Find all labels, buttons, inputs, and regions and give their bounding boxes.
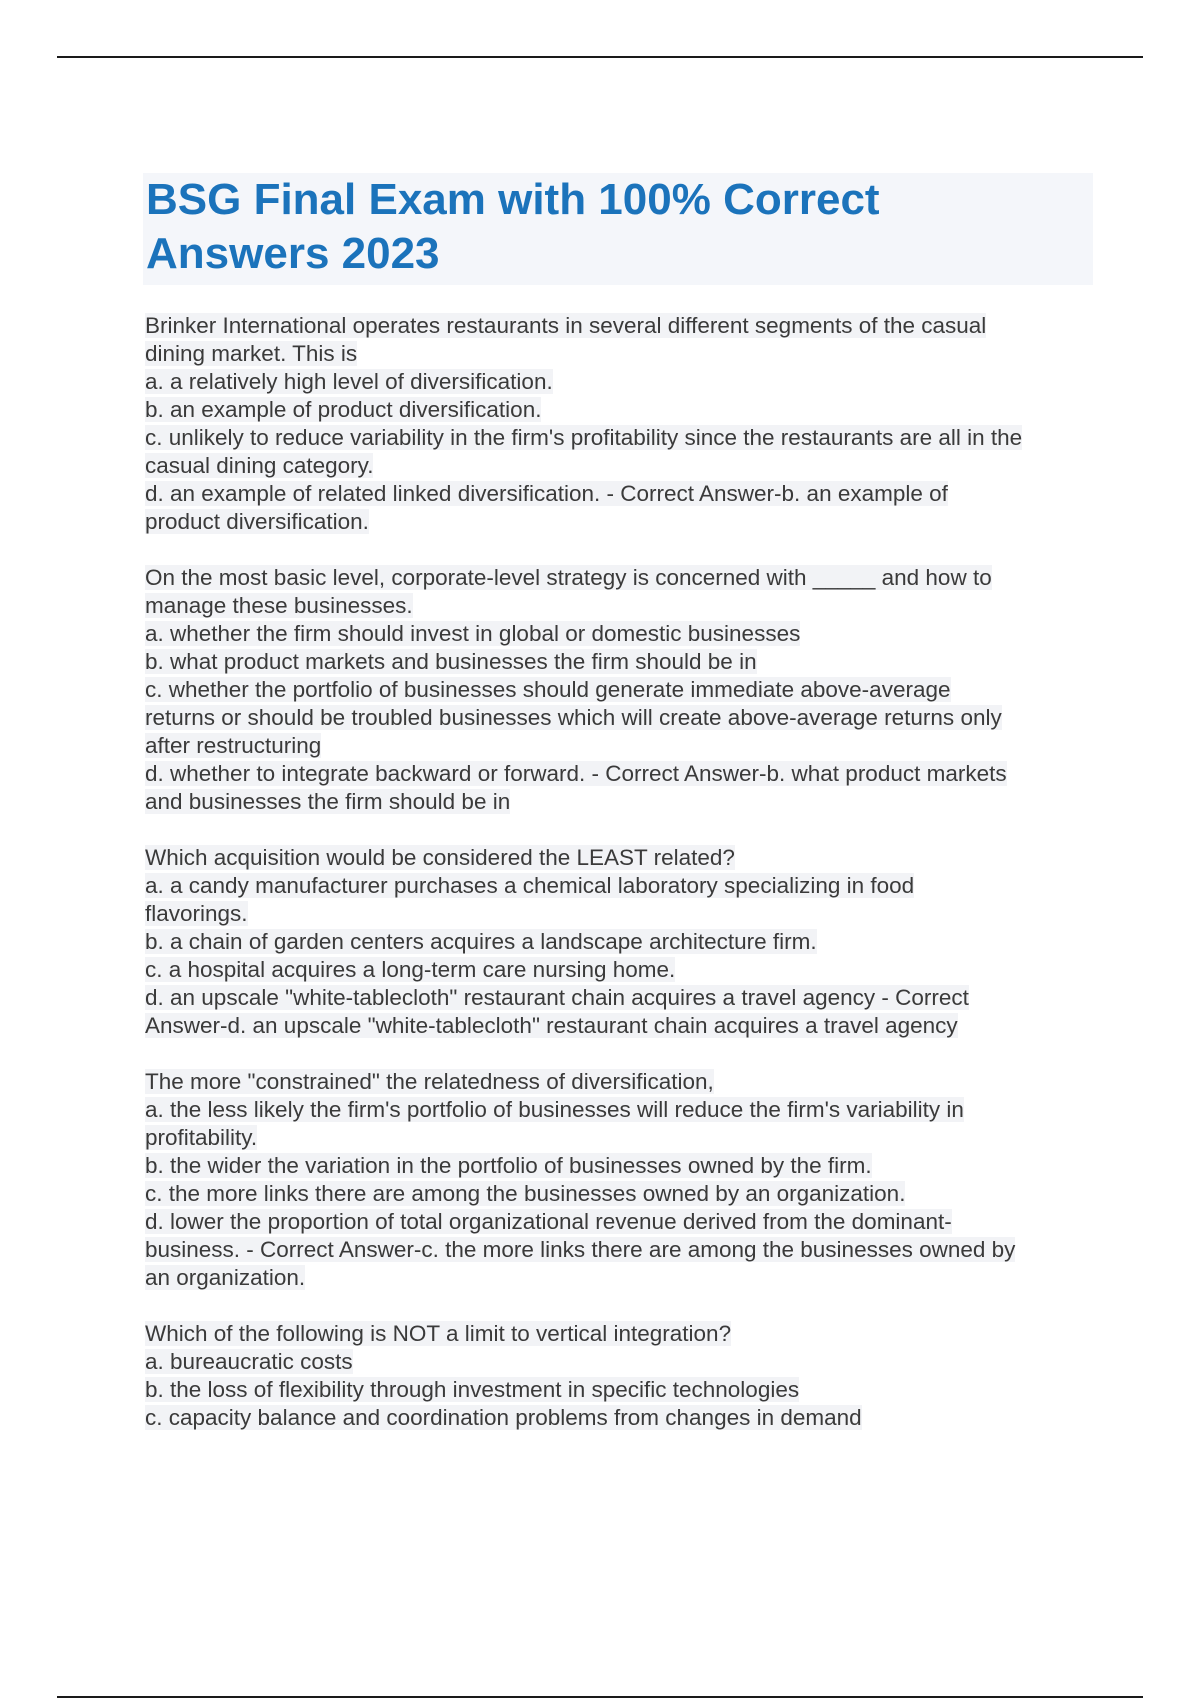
question-line-text: d. lower the proportion of total organizational revenue derived from the dominant- bbox=[145, 1209, 952, 1234]
question-line-text: product diversification. bbox=[145, 509, 369, 534]
question-line-text: a. a candy manufacturer purchases a chemical laboratory specializing in food bbox=[145, 873, 915, 898]
question-line bbox=[145, 844, 1095, 872]
question-line-text: On the most basic level, corporate-level strategy is concerned with _____ and how to bbox=[145, 565, 992, 590]
question-line bbox=[145, 648, 1095, 676]
question-line-text: a. bureaucratic costs bbox=[145, 1349, 353, 1374]
question-line bbox=[145, 508, 1095, 536]
question-line bbox=[145, 564, 1095, 592]
question-line-text: b. the loss of flexibility through investment in specific technologies bbox=[145, 1377, 800, 1402]
question-line bbox=[145, 788, 1095, 816]
question-line-text: and businesses the firm should be in bbox=[145, 789, 511, 814]
question-line bbox=[145, 620, 1095, 648]
question-line-text: b. what product markets and businesses the firm should be in bbox=[145, 649, 757, 674]
question-block bbox=[145, 1068, 1095, 1292]
question-line bbox=[145, 1096, 1095, 1124]
question-line-text: manage these businesses. bbox=[145, 593, 413, 618]
question-line-text: The more "constrained" the relatedness of diversification, bbox=[145, 1069, 714, 1094]
question-line bbox=[145, 900, 1095, 928]
question-line bbox=[145, 872, 1095, 900]
question-line-text: c. whether the portfolio of businesses should generate immediate above-average bbox=[145, 677, 951, 702]
question-line-text: d. whether to integrate backward or forward. - Correct Answer-b. what product markets bbox=[145, 761, 1007, 786]
question-line-text: an organization. bbox=[145, 1265, 306, 1290]
question-line-text: c. the more links there are among the businesses owned by an organization. bbox=[145, 1181, 906, 1206]
question-line-text: Which acquisition would be considered the LEAST related? bbox=[145, 845, 735, 870]
question-line bbox=[145, 480, 1095, 508]
question-line-text: Which of the following is NOT a limit to vertical integration? bbox=[145, 1321, 732, 1346]
question-line bbox=[145, 956, 1095, 984]
question-line bbox=[145, 452, 1095, 480]
document-title bbox=[143, 173, 1093, 281]
question-line bbox=[145, 424, 1095, 452]
question-line-text: c. capacity balance and coordination problems from changes in demand bbox=[145, 1405, 862, 1430]
question-line-text: d. an example of related linked diversification. - Correct Answer-b. an example of bbox=[145, 481, 948, 506]
question-line bbox=[145, 1404, 1095, 1432]
question-line bbox=[145, 704, 1095, 732]
question-line-text: dining market. This is bbox=[145, 341, 358, 366]
question-line-text: c. a hospital acquires a long-term care nursing home. bbox=[145, 957, 676, 982]
question-line bbox=[145, 1208, 1095, 1236]
question-line-text: after restructuring bbox=[145, 733, 322, 758]
question-line-text: profitability. bbox=[145, 1125, 258, 1150]
question-line bbox=[145, 1264, 1095, 1292]
question-block bbox=[145, 844, 1095, 1040]
question-line-text: b. a chain of garden centers acquires a landscape architecture firm. bbox=[145, 929, 817, 954]
question-line bbox=[145, 1152, 1095, 1180]
question-line-text: c. unlikely to reduce variability in the firm's profitability since the restaurants are all in the bbox=[145, 425, 1023, 450]
question-line-text: Answer-d. an upscale "white-tablecloth" restaurant chain acquires a travel agency bbox=[145, 1013, 958, 1038]
bottom-rule bbox=[57, 1696, 1143, 1698]
question-line-text: b. an example of product diversification. bbox=[145, 397, 542, 422]
question-line bbox=[145, 1012, 1095, 1040]
top-rule bbox=[57, 56, 1143, 58]
question-line-text: casual dining category. bbox=[145, 453, 374, 478]
question-line bbox=[145, 984, 1095, 1012]
question-block bbox=[145, 312, 1095, 536]
question-block bbox=[145, 564, 1095, 816]
question-line bbox=[145, 676, 1095, 704]
question-line bbox=[145, 1348, 1095, 1376]
question-line-text: a. the less likely the firm's portfolio of businesses will reduce the firm's variability in bbox=[145, 1097, 964, 1122]
question-line-text: returns or should be troubled businesses which will create above-average returns only bbox=[145, 705, 1002, 730]
question-line bbox=[145, 1068, 1095, 1096]
question-line-text: b. the wider the variation in the portfolio of businesses owned by the firm. bbox=[145, 1153, 872, 1178]
question-line bbox=[145, 1124, 1095, 1152]
question-line-text: a. a relatively high level of diversification. bbox=[145, 369, 553, 394]
question-line-text: a. whether the firm should invest in global or domestic businesses bbox=[145, 621, 801, 646]
question-line bbox=[145, 1180, 1095, 1208]
question-line bbox=[145, 592, 1095, 620]
question-line-text: d. an upscale "white-tablecloth" restaurant chain acquires a travel agency - Correct bbox=[145, 985, 969, 1010]
question-line bbox=[145, 760, 1095, 788]
question-line bbox=[145, 1320, 1095, 1348]
question-line bbox=[145, 732, 1095, 760]
question-line bbox=[145, 396, 1095, 424]
question-line bbox=[145, 928, 1095, 956]
question-block bbox=[145, 1320, 1095, 1432]
question-line-text: flavorings. bbox=[145, 901, 248, 926]
question-line bbox=[145, 1376, 1095, 1404]
question-line bbox=[145, 1236, 1095, 1264]
question-line bbox=[145, 340, 1095, 368]
question-line-text: Brinker International operates restaurants in several different segments of the casual bbox=[145, 313, 987, 338]
title-line-1: BSG Final Exam with 100% Correct bbox=[146, 175, 880, 224]
qa-content bbox=[145, 312, 1095, 1460]
question-line bbox=[145, 312, 1095, 340]
question-line-text: business. - Correct Answer-c. the more links there are among the businesses owned by bbox=[145, 1237, 1016, 1262]
question-line bbox=[145, 368, 1095, 396]
title-line-2: Answers 2023 bbox=[146, 229, 440, 278]
title-banner bbox=[143, 173, 1093, 285]
